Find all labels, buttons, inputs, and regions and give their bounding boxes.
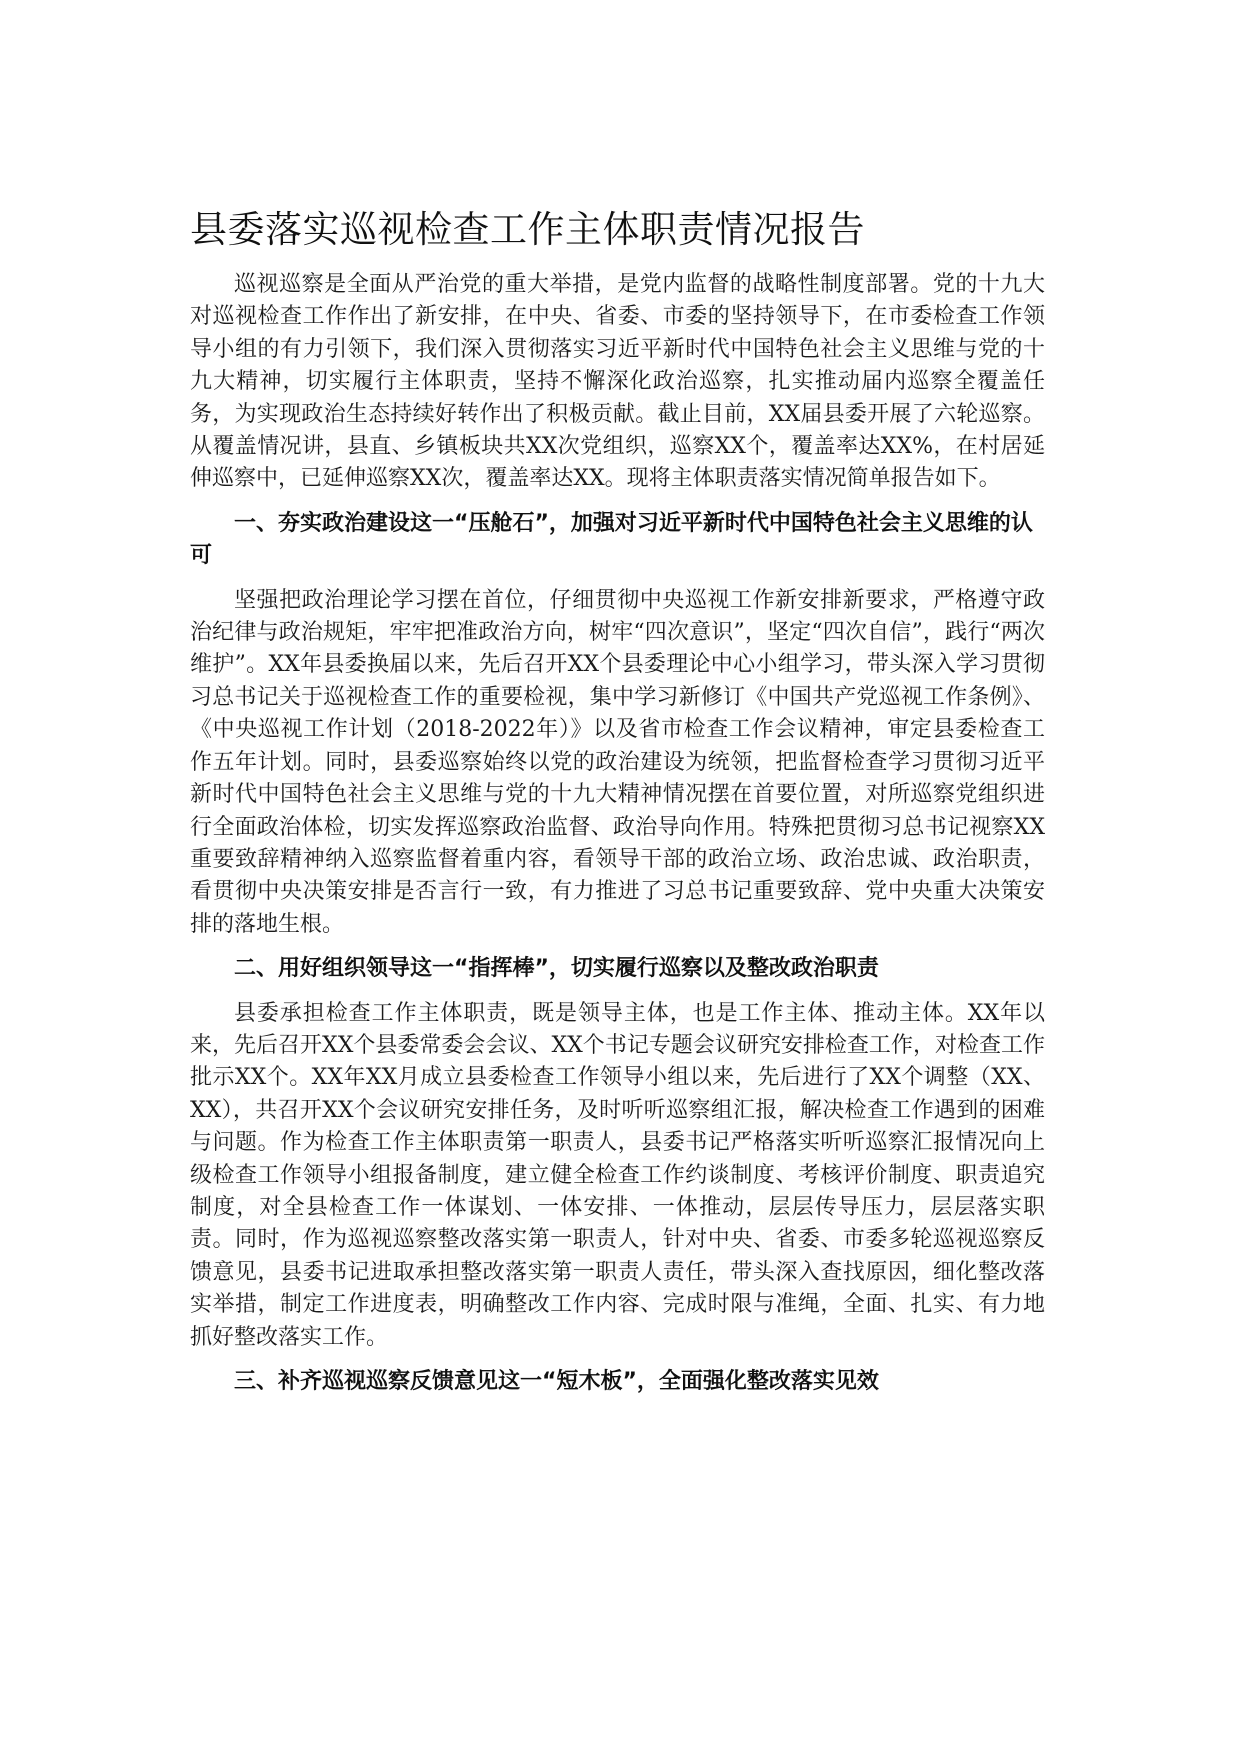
section-3-heading: 三、补齐巡视巡察反馈意见这一“短木板”，全面强化整改落实见效 [234, 1369, 879, 1394]
section-1-heading: 一、夯实政治建设这一“压舱石”，加强对习近平新时代中国特色社会主义思维的认可 [190, 510, 1033, 569]
document-body [190, 205, 1045, 1410]
section-2-heading: 二、用好组织领导这一“指挥棒”，切实履行巡察以及整改政治职责 [234, 956, 879, 982]
intro-paragraph: 巡视巡察是全面从严治党的重大举措，是党内监督的战略性制度部署。党的十九大对巡视检查工作作出了新安排，在中央、省委、市委的坚持领导下，在市委检查工作领导小组的有力引领下，我们深入贯彻落实习近平新时代中国特色社会主义思维与党的十九大精神，切实履行主体职责，坚持不懈深化政治巡察，扎实推动届内巡察全覆盖任务，为实现政治生态持续好转作出了积极贡献。截止目前，XX届县委开展了六轮巡察。从覆盖情况讲，县直、乡镇板块共XX次党组织，巡察XX个，覆盖率达XX%，在村居延伸巡察中，已延伸巡察XX次，覆盖率达XX。现将主体职责落实情况简单报告如下。 [190, 272, 1045, 492]
document-title: 县委落实巡视检查工作主体职责情况报告 [190, 208, 865, 251]
section-1-body: 坚强把政治理论学习摆在首位，仔细贯彻中央巡视工作新安排新要求，严格遵守政治纪律与政治规矩，牢牢把准政治方向，树牢“四次意识”，坚定“四次自信”，践行“两次维护”。XX年县委换届以来，先后召开XX个县委理论中心小组学习，带头深入学习贯彻习总书记关于巡视检查工作的重要检视，集中学习新修订《中国共产党巡视工作条例》、《中央巡视工作计划（2018-2022年）》以及省市检查工作会议精神，审定县委检查工作五年计划。同时，县委巡察始终以党的政治建设为统领，把监督检查学习贯彻习近平新时代中国特色社会主义思维与党的十九大精神情况摆在首要位置，对所巡察党组织进行全面政治体检，切实发挥巡察政治监督、政治导向作用。特殊把贯彻习总书记视察XX重要致辞精神纳入巡察监督着重内容，看领导干部的政治立场、政治忠诚、政治职责，看贯彻中央决策安排是否言行一致，有力推进了习总书记重要致辞、党中央重大决策安排的落地生根。 [190, 587, 1045, 937]
section-2-body: 县委承担检查工作主体职责，既是领导主体，也是工作主体、推动主体。XX年以来，先后召开XX个县委常委会会议、XX个书记专题会议研究安排检查工作，对检查工作批示XX个。XX年XX月成立县委检查工作领导小组以来，先后进行了XX个调整（XX、XX），共召开XX个会议研究安排任务，及时听听巡察组汇报，解决检查工作遇到的困难与问题。作为检查工作主体职责第一职责人，县委书记严格落实听听巡察汇报情况向上级检查工作领导小组报备制度，建立健全检查工作约谈制度、考核评价制度、职责追究制度，对全县检查工作一体谋划、一体安排、一体推动，层层传导压力，层层落实职责。同时，作为巡视巡察整改落实第一职责人，针对中央、省委、市委多轮巡视巡察反馈意见，县委书记进取承担整改落实第一职责人责任，带头深入查找原因，细化整改落实举措，制定工作进度表，明确整改工作内容、完成时限与准绳，全面、扎实、有力地抓好整改落实工作。 [190, 1000, 1045, 1350]
